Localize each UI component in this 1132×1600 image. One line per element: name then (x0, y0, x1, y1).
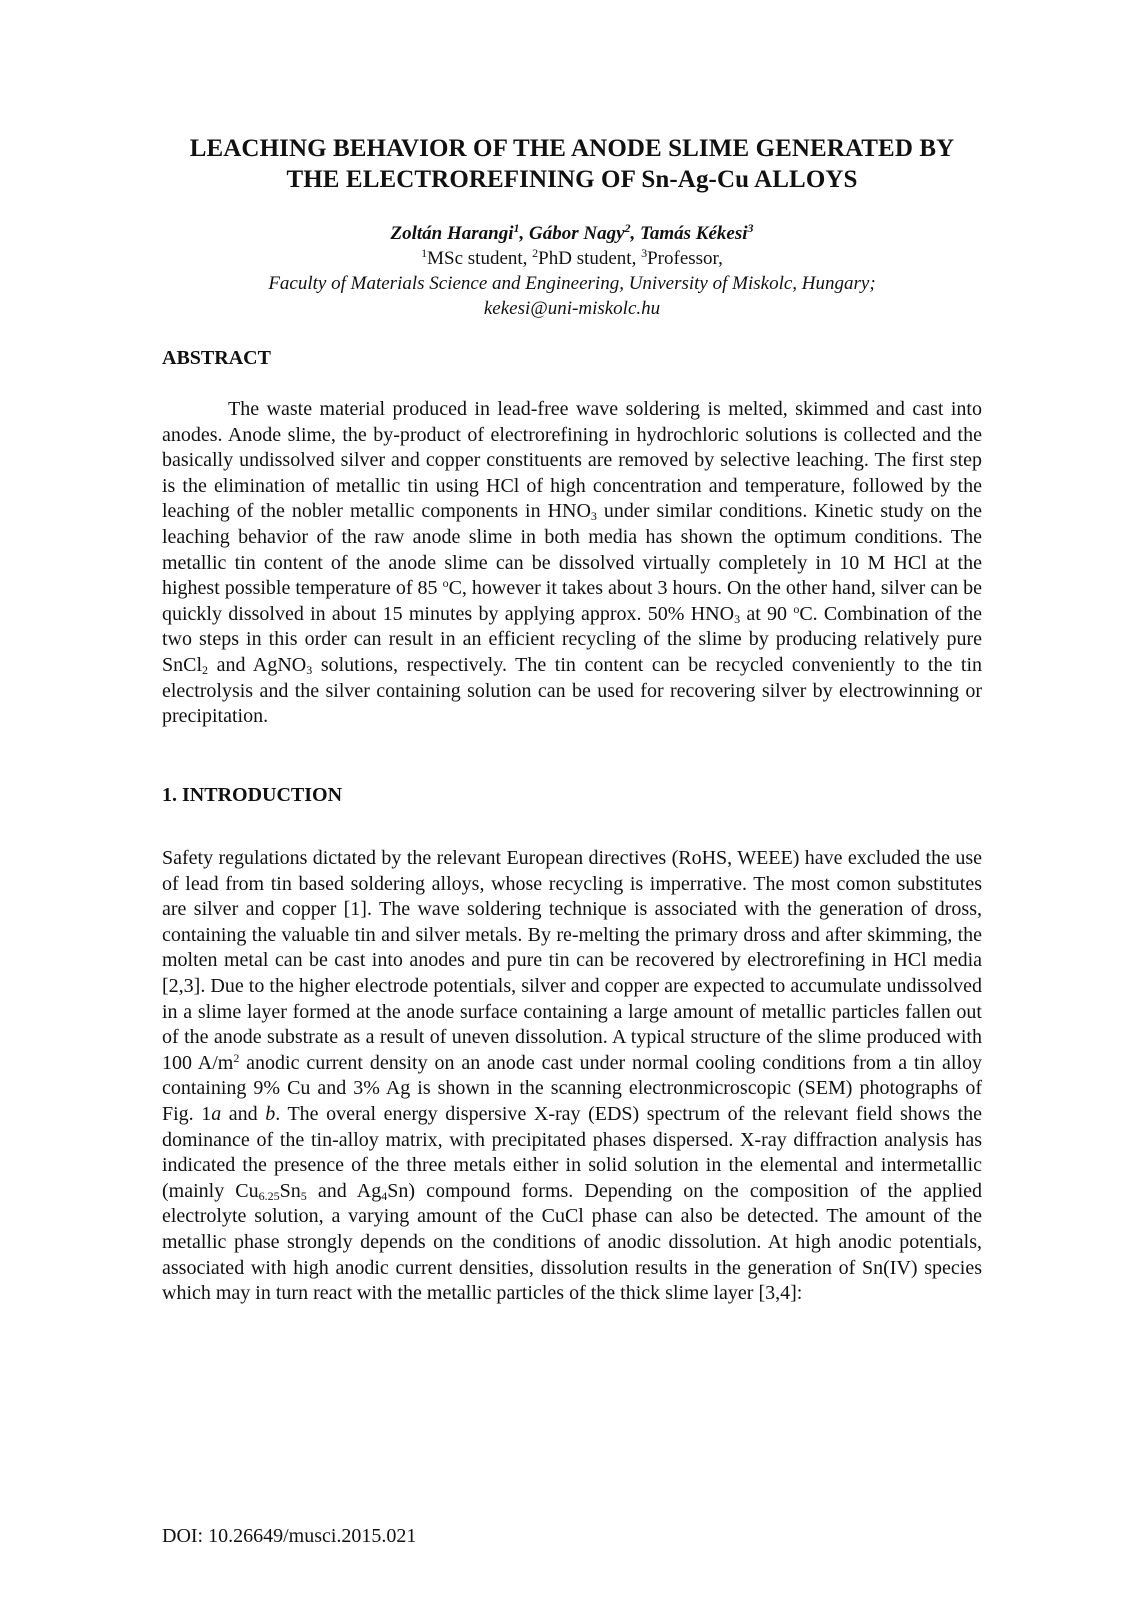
author-email: kekesi@uni-miskolc.hu (483, 298, 661, 319)
abstract-text-part: C, however it takes about 3 hours. On the other hand, silver can be quickly dissolved in about 15 minutes by applying approx. 50% HNO (162, 577, 982, 625)
introduction-text-part: Safety regulations dictated by the relevant European directives (RoHS, WEEE) have excluded the use of lead from tin based soldering alloys, whose recycling is imperrative. The most comon substitutes are silver and copper [1]. The wave soldering technique is associated with the generation of dross, containing the valuable tin and silver metals. By re-melting the primary dross and after skimming, the molten metal can be cast into anodes and pure tin can be recovered by electrorefining in HCl media [2,3]. Due to the higher electrode potentials, silver and copper are expected to accumulate undissolved in a slime layer formed at the anode surface containing a large amount of metallic particles fallen out of the anode substrate as a result of uneven dissolution. A typical structure of the slime produced with 100 A/m (162, 847, 982, 1074)
introduction-text-part: Sn (279, 1179, 301, 1202)
introduction-text-part: Sn) compound forms. Depending on the composition of the applied electrolyte solution, a varying amount of the CuCl phase can also be detected. The amount of the metallic phase strongly depends on the conditions of anodic dissolution. At high anodic potentials, associated with high anodic current densities, dissolution results in the generation of Sn(IV) species which may in turn react with the metallic particles of the thick slime layer [3,4]: (162, 1179, 983, 1305)
subscript: 2 (202, 662, 209, 677)
author-separator: , (519, 223, 529, 244)
introduction-text-part: and (221, 1102, 266, 1125)
abstract-text-part: The waste material produced in lead-free wave soldering is melted, skimmed and cast into anodes. Anode slime, the by-product of electrorefining in hydrochloric solutions is collected and the basically undissolved silver and copper constituents are removed by selective leaching. The first step is the elimination of metallic tin using HCl of high concentration and temperature, followed by the leaching of the nobler metallic components in HNO (162, 398, 982, 523)
introduction-heading: 1. INTRODUCTION (162, 784, 343, 806)
author-names (162, 221, 982, 246)
abstract-text-part: under similar conditions. Kinetic study on the leaching behavior of the raw anode slime in both media has shown the optimum conditions. The metallic tin content of the anode slime can be dissolved virtually completely in 10 M HCl at the highest possible temperature of 85 (162, 500, 982, 600)
affiliation: Faculty of Materials Science and Engineering, University of Miskolc, Hungary; (268, 273, 876, 294)
title-line-2: THE ELECTROREFINING OF Sn-Ag-Cu ALLOYS (286, 166, 858, 193)
author-1-mark: 1 (513, 221, 520, 235)
introduction-text-part: . The overal energy dispersive X-ray (EDS) spectrum of the relevant field shows the dominance of the tin-alloy matrix, with precipitated phases dispersed. X-ray diffraction analysis has indicated the presence of the three metals either in solid solution in the elemental and intermetallic (mainly Cu (162, 1102, 982, 1202)
subscript: 6.25 (258, 1188, 280, 1203)
introduction-text-part: and Ag (306, 1179, 382, 1202)
subscript: 5 (300, 1188, 307, 1203)
role-1: MSc student, (427, 248, 533, 269)
doi-footer: DOI: 10.26649/musci.2015.021 (162, 1525, 417, 1547)
abstract-text-part: and AgNO (208, 653, 307, 676)
role-3-mark: 3 (641, 246, 648, 260)
author-2: Gábor Nagy (528, 223, 625, 244)
introduction-text-part: anodic current density on an anode cast under normal cooling conditions from a tin alloy containing 9% Cu and 3% Ag is shown in the scanning electronmicroscopic (SEM) photographs of Fig. 1 (162, 1051, 982, 1125)
role-2: PhD student, (538, 248, 642, 269)
author-separator: , (630, 223, 641, 244)
subscript: 3 (734, 611, 741, 626)
degree-mark: o (442, 576, 449, 591)
abstract-text-part: solutions, respectively. The tin content can be recycled conveniently to the tin electrolysis and the silver containing solution can be used for recovering silver by electrowinning or precipitation. (162, 653, 983, 728)
abstract-text-part: C. Combination of the two steps in this order can result in an efficient recycling of the slime by producing relatively pure SnCl (162, 602, 982, 676)
subscript: 3 (306, 662, 313, 677)
figure-ref-a: a (211, 1102, 222, 1125)
role-2-mark: 2 (532, 246, 539, 260)
superscript: 2 (233, 1050, 240, 1065)
degree-mark: o (793, 601, 800, 616)
abstract-heading: ABSTRACT (162, 347, 271, 369)
figure-ref-b: b (265, 1102, 276, 1125)
subscript: 3 (590, 509, 597, 524)
author-1: Zoltán Harangi (390, 223, 514, 244)
abstract-text (162, 397, 982, 730)
paper-title (162, 133, 982, 195)
author-3-mark: 3 (747, 221, 754, 235)
author-block (162, 221, 982, 321)
role-3: Professor, (647, 248, 723, 269)
author-roles (162, 246, 982, 271)
author-3: Tamás Kékesi (640, 223, 748, 244)
title-line-1: LEACHING BEHAVIOR OF THE ANODE SLIME GENERATED BY (189, 135, 955, 162)
abstract-text-part: at 90 (740, 602, 794, 625)
introduction-text (162, 846, 982, 1307)
role-1-mark: 1 (421, 246, 428, 260)
author-2-mark: 2 (624, 221, 631, 235)
subscript: 4 (381, 1188, 388, 1203)
